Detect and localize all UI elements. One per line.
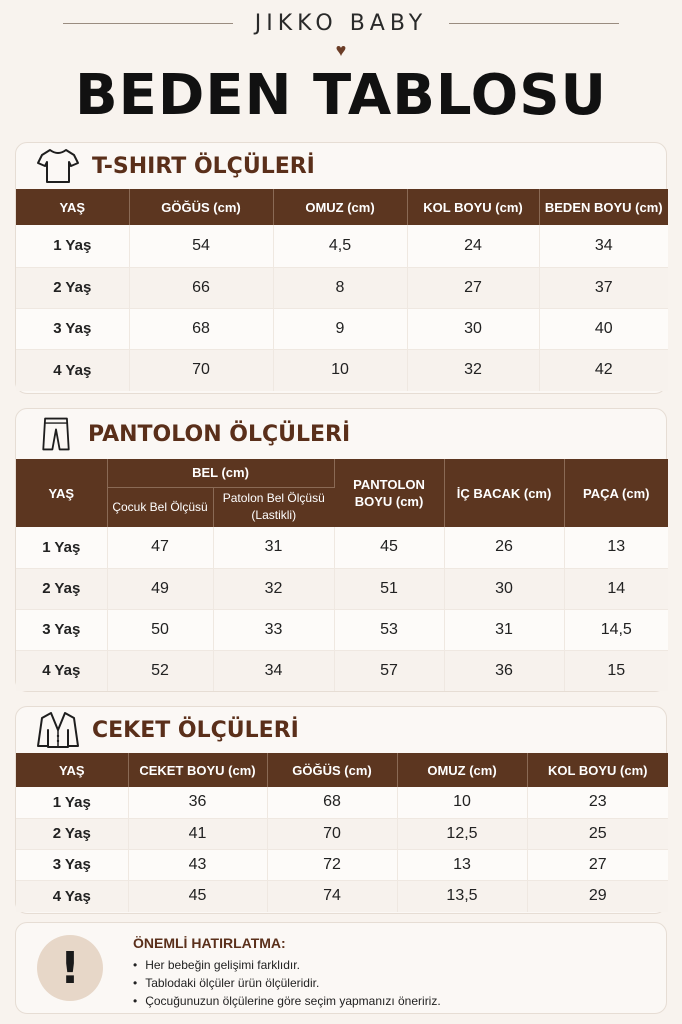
value-cell: 70 [129,349,273,391]
value-cell: 27 [407,267,539,308]
value-cell: 4,5 [273,225,407,267]
brand-name: JIKKO BABY [254,10,428,36]
age-cell: 4 Yaş [16,650,107,691]
list-item: • Tablodaki ölçüler ürün ölçüleridir. [133,974,441,992]
value-cell: 14 [564,568,668,609]
value-cell: 14,5 [564,609,668,650]
jacket-title: CEKET ÖLÇÜLERİ [92,717,299,743]
table-row [16,527,668,568]
pants-icon [36,414,76,454]
pants-header-hem: PAÇA (cm) [564,459,668,527]
tshirt-icon [36,146,80,186]
tshirt-title: T-SHIRT ÖLÇÜLERİ [92,153,315,179]
jacket-card-header [16,707,666,753]
value-cell: 10 [397,787,527,818]
value-cell: 26 [444,527,564,568]
jacket-header-chest: GÖĞÜS (cm) [267,753,397,787]
jacket-header-shoulder: OMUZ (cm) [397,753,527,787]
value-cell: 30 [444,568,564,609]
value-cell: 36 [128,787,267,818]
pants-header-length: PANTOLON BOYU (cm) [334,459,444,527]
jacket-header-sleeve: KOL BOYU (cm) [527,753,668,787]
age-cell: 4 Yaş [16,880,128,912]
reminder-list [133,956,441,1010]
table-row [16,349,668,391]
table-row [16,880,668,912]
value-cell: 41 [128,818,267,849]
value-cell: 30 [407,308,539,349]
value-cell: 12,5 [397,818,527,849]
list-item: • Her bebeğin gelişimi farklıdır. [133,956,441,974]
tshirt-header-chest: GÖĞÜS (cm) [129,189,273,225]
value-cell: 45 [334,527,444,568]
value-cell: 66 [129,267,273,308]
value-cell: 57 [334,650,444,691]
table-row [16,609,668,650]
value-cell: 29 [527,880,668,912]
value-cell: 34 [539,225,668,267]
tshirt-header-length: BEDEN BOYU (cm) [539,189,668,225]
tshirt-card-header [16,143,666,189]
table-row [16,225,668,267]
page-title: BEDEN TABLOSU [74,63,607,128]
pants-table [16,459,668,691]
tshirt-table [16,189,668,391]
jacket-header-age: YAŞ [16,753,128,787]
pants-header-inseam: İÇ BACAK (cm) [444,459,564,527]
age-cell: 3 Yaş [16,849,128,880]
brand-divider-right [449,23,619,24]
jacket-table [16,753,668,912]
pants-title: PANTOLON ÖLÇÜLERİ [88,421,351,447]
value-cell: 10 [273,349,407,391]
value-cell: 31 [444,609,564,650]
value-cell: 13,5 [397,880,527,912]
table-row [16,849,668,880]
value-cell: 34 [213,650,334,691]
value-cell: 54 [129,225,273,267]
value-cell: 70 [267,818,397,849]
value-cell: 32 [213,568,334,609]
value-cell: 45 [128,880,267,912]
heart-icon: ♥ [335,40,347,60]
value-cell: 49 [107,568,213,609]
exclamation-icon: ! [37,935,103,1001]
reminder-title: ÖNEMLİ HATIRLATMA: [133,935,286,951]
jacket-icon [36,710,80,750]
value-cell: 27 [527,849,668,880]
table-row [16,787,668,818]
value-cell: 72 [267,849,397,880]
tshirt-header-age: YAŞ [16,189,129,225]
value-cell: 51 [334,568,444,609]
value-cell: 50 [107,609,213,650]
age-cell: 2 Yaş [16,818,128,849]
age-cell: 1 Yaş [16,527,107,568]
value-cell: 53 [334,609,444,650]
value-cell: 42 [539,349,668,391]
age-cell: 3 Yaş [16,308,129,349]
age-cell: 2 Yaş [16,568,107,609]
value-cell: 40 [539,308,668,349]
value-cell: 8 [273,267,407,308]
value-cell: 68 [129,308,273,349]
value-cell: 47 [107,527,213,568]
tshirt-card [15,142,667,394]
pants-card [15,408,667,692]
value-cell: 25 [527,818,668,849]
value-cell: 13 [564,527,668,568]
table-row [16,267,668,308]
list-item: • Çocuğunuzun ölçülerine göre seçim yapmanızı öneririz. [133,992,441,1010]
age-cell: 2 Yaş [16,267,129,308]
value-cell: 15 [564,650,668,691]
pants-card-header [16,409,666,459]
pants-header-child-waist: Çocuk Bel Ölçüsü [107,487,213,527]
pants-header-waist: BEL (cm) [107,459,334,487]
value-cell: 31 [213,527,334,568]
table-row [16,818,668,849]
brand-divider-left [63,23,233,24]
pants-header-age: YAŞ [16,459,107,527]
age-cell: 1 Yaş [16,787,128,818]
tshirt-header-shoulder: OMUZ (cm) [273,189,407,225]
table-row [16,308,668,349]
value-cell: 36 [444,650,564,691]
value-cell: 52 [107,650,213,691]
value-cell: 68 [267,787,397,818]
value-cell: 9 [273,308,407,349]
value-cell: 23 [527,787,668,818]
value-cell: 37 [539,267,668,308]
value-cell: 74 [267,880,397,912]
age-cell: 4 Yaş [16,349,129,391]
pants-header-pants-waist: Patolon Bel Ölçüsü (Lastikli) [213,487,334,527]
jacket-header-length: CEKET BOYU (cm) [128,753,267,787]
value-cell: 13 [397,849,527,880]
value-cell: 43 [128,849,267,880]
tshirt-header-sleeve: KOL BOYU (cm) [407,189,539,225]
age-cell: 1 Yaş [16,225,129,267]
reminder-box [15,922,667,1014]
value-cell: 33 [213,609,334,650]
value-cell: 24 [407,225,539,267]
table-row [16,568,668,609]
age-cell: 3 Yaş [16,609,107,650]
brand-row [0,8,682,38]
value-cell: 32 [407,349,539,391]
jacket-card [15,706,667,914]
table-row [16,650,668,691]
